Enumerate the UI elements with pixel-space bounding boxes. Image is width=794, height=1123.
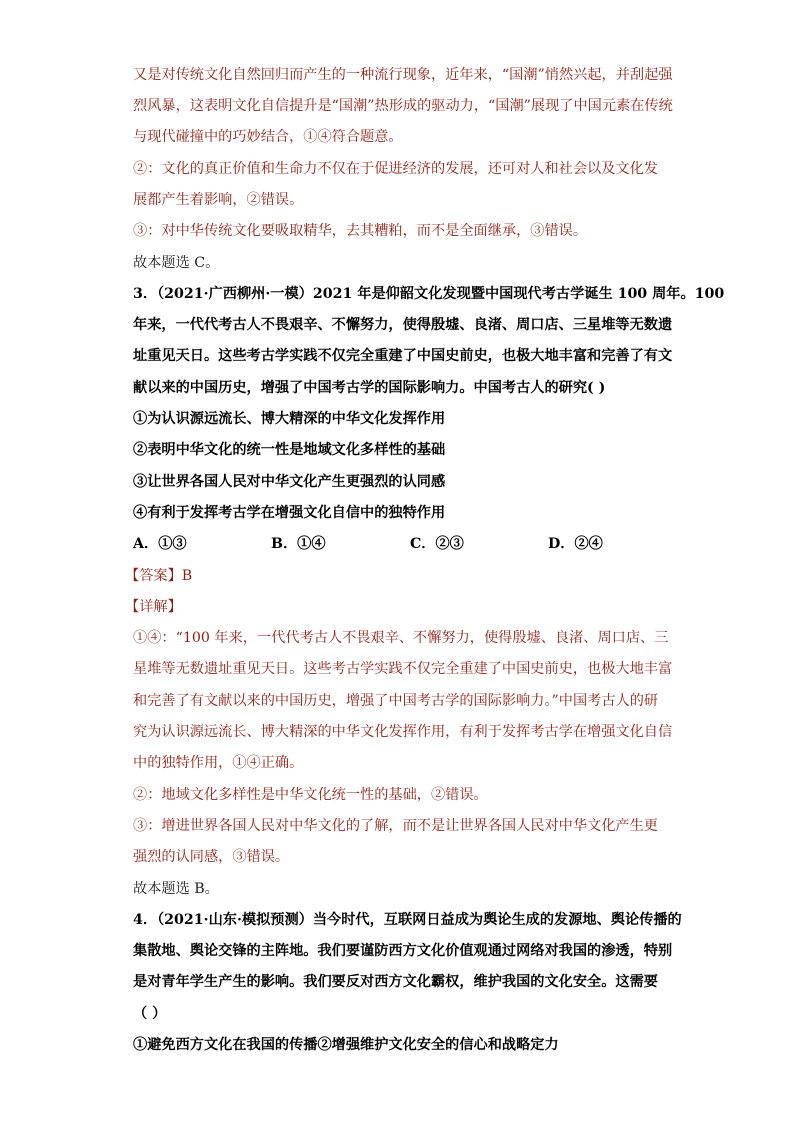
question-4-stem: 是对青年学生产生的影响。我们要反对西方文化霸权，维护我国的文化安全。这需要 bbox=[133, 974, 658, 990]
text-line: 强烈的认同感，③错误。 bbox=[133, 849, 290, 865]
question-4-stem: （ ） bbox=[133, 1006, 167, 1022]
question-4-stem: 集散地、舆论交锋的主阵地。我们要谨防西方文化价值观通过网络对我国的渗透，特别 bbox=[133, 943, 673, 959]
text-line: 与现代碰撞中的巧妙结合，①④符合题意。 bbox=[133, 129, 403, 145]
option-d: D．②④ bbox=[548, 536, 603, 552]
text-line: 星堆等无数遗址重见天日。这些考古学实践不仅完全重建了中国史前史，也极大地丰富 bbox=[133, 661, 673, 677]
text-line: ③：增进世界各国人民对中华文化的了解，而不是让世界各国人民对中华文化产生更 bbox=[133, 818, 658, 834]
text-line: 故本题选 B。 bbox=[133, 881, 219, 897]
question-3-statement: ④有利于发挥考古学在增强文化自信中的独特作用 bbox=[133, 505, 446, 521]
text-line: 烈风暴，这表明文化自信提升是“国潮”热形成的驱动力，“国潮”展现了中国元素在传统 bbox=[133, 98, 673, 114]
text-line: 展都产生着影响，②错误。 bbox=[133, 192, 304, 208]
question-3-statement: ②表明中华文化的统一性是地域文化多样性的基础 bbox=[133, 442, 446, 458]
text-line: ②：地域文化多样性是中华文化统一性的基础，②错误。 bbox=[133, 787, 488, 803]
question-4-stem: 4．（2021·山东·模拟预测）当今时代，互联网日益成为舆论生成的发源地、舆论传播的 bbox=[133, 912, 682, 928]
text-line: ②：文化的真正价值和生命力不仅在于促进经济的发展，还可对人和社会以及文化发 bbox=[133, 161, 658, 177]
text-line: 又是对传统文化自然回归而产生的一种流行现象，近年来，“国潮”悄然兴起，并刮起强 bbox=[133, 67, 673, 83]
text-line: 中的独特作用，①④正确。 bbox=[133, 755, 304, 771]
question-3-stem: 址重见天日。这些考古学实践不仅完全重建了中国史前史，也极大地丰富和完善了有文 bbox=[133, 348, 673, 364]
question-3-statement: ③让世界各国人民对中华文化产生更强烈的认同感 bbox=[133, 474, 446, 490]
explanation-label: 【详解】 bbox=[125, 599, 182, 615]
text-line: 故本题选 C。 bbox=[133, 255, 220, 271]
text-line: ③：对中华传统文化要吸取精华，去其糟粕，而不是全面继承，③错误。 bbox=[133, 223, 588, 239]
question-3-stem: 年来，一代代考古人不畏艰辛、不懈努力，使得殷墟、良渚、周口店、三星堆等无数遗 bbox=[133, 317, 673, 333]
question-3-stem: 3．（2021·广西柳州·一模）2021 年是仰韶文化发现暨中国现代考古学诞生 100 周年。100 bbox=[133, 286, 725, 302]
question-3-statement: ①为认识源远流长、博大精深的中华文化发挥作用 bbox=[133, 411, 446, 427]
question-3-stem: 献以来的中国历史，增强了中国考古学的国际影响力。中国考古人的研究( ) bbox=[133, 380, 606, 396]
text-line: 和完善了有文献以来的中国历史，增强了中国考古学的国际影响力。”中国考古人的研 bbox=[133, 693, 659, 709]
answer-label: 【答案】B bbox=[125, 568, 193, 584]
option-a: A．①③ bbox=[133, 536, 187, 552]
option-c: C．②③ bbox=[410, 536, 464, 552]
text-line: 究为认识源远流长、博大精深的中华文化发挥作用，有利于发挥考古学在增强文化自信 bbox=[133, 724, 673, 740]
question-4-statement: ①避免西方文化在我国的传播②增强维护文化安全的信心和战略定力 bbox=[133, 1037, 559, 1053]
text-line: ①④：“100 年来，一代代考古人不畏艰辛、不懈努力，使得殷墟、良渚、周口店、三 bbox=[133, 630, 669, 646]
option-b: B．①④ bbox=[271, 536, 326, 552]
